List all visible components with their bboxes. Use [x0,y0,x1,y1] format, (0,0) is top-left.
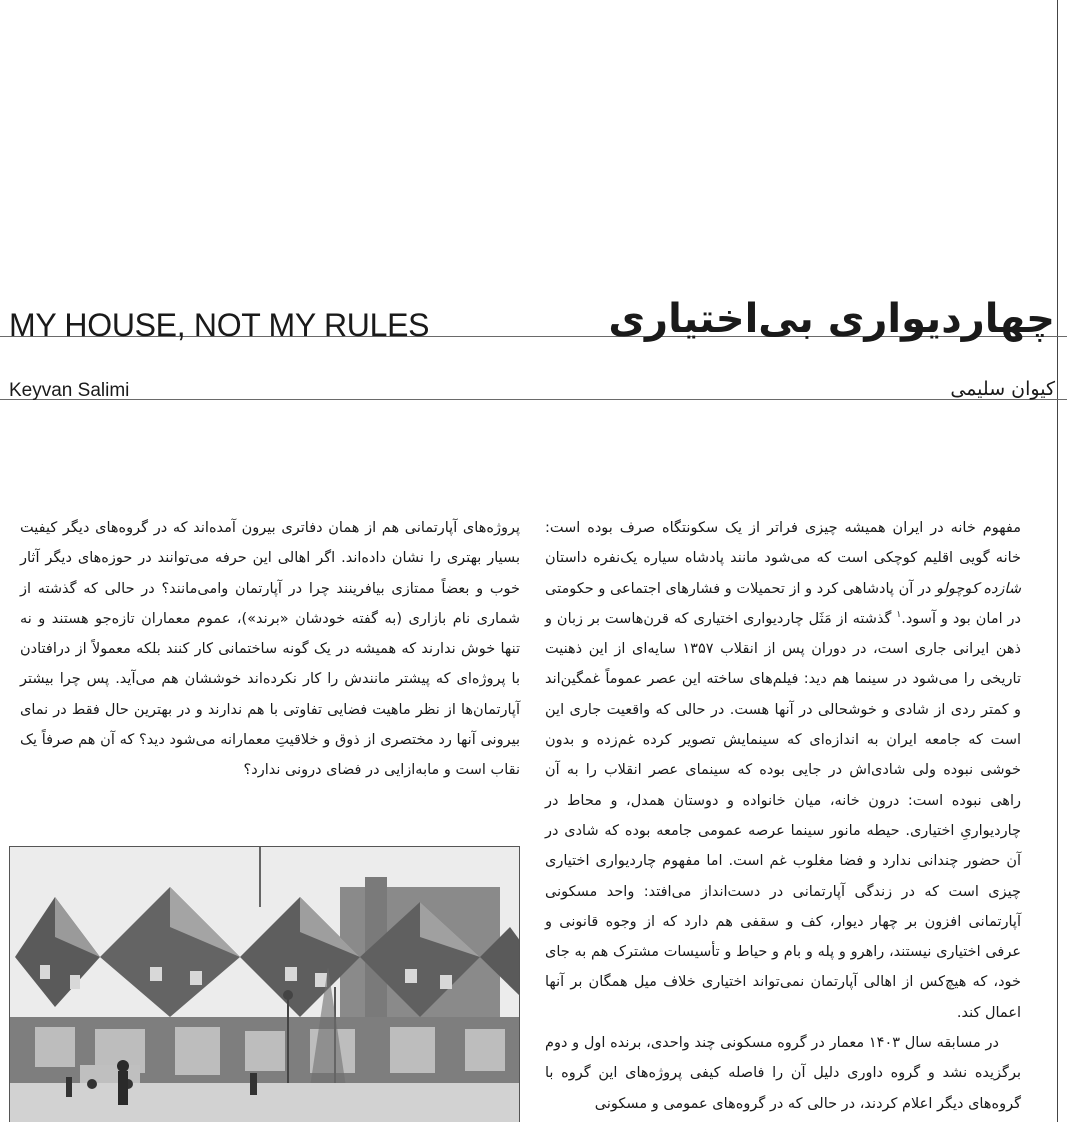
persian-author: کیوان سلیمی [950,378,1055,400]
right-paragraph-1 [545,513,1021,1028]
paragraph-text: گذشته از مَثَل چاردیواری اختیاری که قرن‌هاست بر زبان و ذهن ایرانی جاری است، در دوران پس از انقلاب ۱۳۵۷ سایه‌ای از این ذهنیت تاریخی را می‌شود در سینما هم دید: فیلم‌های ساخته این عصر عموماً غمگین‌اند و کمتر ردی از شادی و خوشحالی در آنها هست. در حالی که واقعیت جاری این است که جامعه ایران به اندازه‌ای که سینمایش تصویر کرده غم‌زده و بدون خوشی نبوده ولی شادی‌اش در جایی بوده که سینمای عصر انقلاب را به آن راهی نبوده است: درون خانه، میان خانواده و دوستان همدل، و محاط در چاردیواریِ اختیاری. حیطه مانور سینما عرصه عمومی جامعه بوده که شادی در آن حضور چندانی ندارد و فضا مغلوب غم است. اما مفهوم چاردیواری اختیاری چیزی است که در زندگی آپارتمانی در دست‌انداز می‌افتد: واحد مسکونی آپارتمانی افزون بر چهار دیوار، کف و سقفی هم دارد که از وجوه قانونی و عرفی اختیاری نیستند، راهرو و پله و بام و حیاط و تأسیسات مشترک هم به جای خود، که هیچ‌کس از اهالی آپارتمان نمی‌تواند اختیاری خلاف میل همگان بر آنها اعمال کند. [545,610,1021,1021]
right-paragraph-2: در مسابقه سال ۱۴۰۳ معمار در گروه مسکونی چند واحدی، برنده اول و دوم برگزیده نشد و گروه داوری دلیل آن را فاصله کیفی پروژه‌های این گروه با گروه‌های دیگر اعلام کردند، در حالی که در گروه‌های عمومی و مسکونی [545,1035,1021,1112]
left-paragraph-1: پروژه‌های آپارتمانی هم از همان دفاتری بیرون آمده‌اند که در گروه‌های دیگر کیفیت بسیار بهتری را نشان داده‌اند. اگر اهالی این حرفه می‌توانند در حوزه‌های دیگر آثار خوب و بعضاً ممتازی بیافرینند چرا در آپارتمان وامی‌مانند؟ در حالی که گذشته از شماری نام بازاری (به گفته خودشان «برند»)، عموم معماران تازه‌جو هستند و نه تنها خوش ندارند که همیشه در یک گونه ساختمانی کار کنند بلکه معمولاً از درافتادن با پروژه‌ای که پیشتر مانندش را کار نکرده‌اند خوششان هم می‌آید. پس چرا بیشتر آپارتمان‌ها از نظر ماهیت فضایی تفاوتی با هم ندارند و در بهترین حال فقط در نمای بیرونی آنها رد مختصری از ذوق و خلاقیتِ معمارانه می‌شود دید؟ که آن هم صرفاً یک نقاب است و مابه‌ازایی در فضای درونی ندارد؟ [20,520,520,779]
left-text-column [20,513,520,786]
author-rule [0,399,1067,400]
english-title: MY HOUSE, NOT MY RULES [9,307,430,343]
paragraph-text: در آن پادشاهی کرد و از تحمیلات و فشارهای اجتماعی و حکومتی در امان بود و آسود. [545,580,1021,627]
cube-houses-photo [9,846,520,1122]
right-text-column [545,513,1021,1119]
english-author: Keyvan Salimi [9,380,130,401]
persian-title: چهاردیواری بی‌اختیاری [608,296,1055,342]
page-edge-rule [1057,0,1058,1122]
paragraph-text: مفهوم خانه در ایران همیشه چیزی فراتر از یک سکونتگاه صرف بوده است: خانه گویی اقلیم کوچکی است که می‌شود مانند پادشاه سیاره یک‌نفره داستان [545,520,1021,567]
footnote-marker[interactable]: ۱ [896,610,902,621]
book-title: شازده کوچولو [935,580,1021,597]
